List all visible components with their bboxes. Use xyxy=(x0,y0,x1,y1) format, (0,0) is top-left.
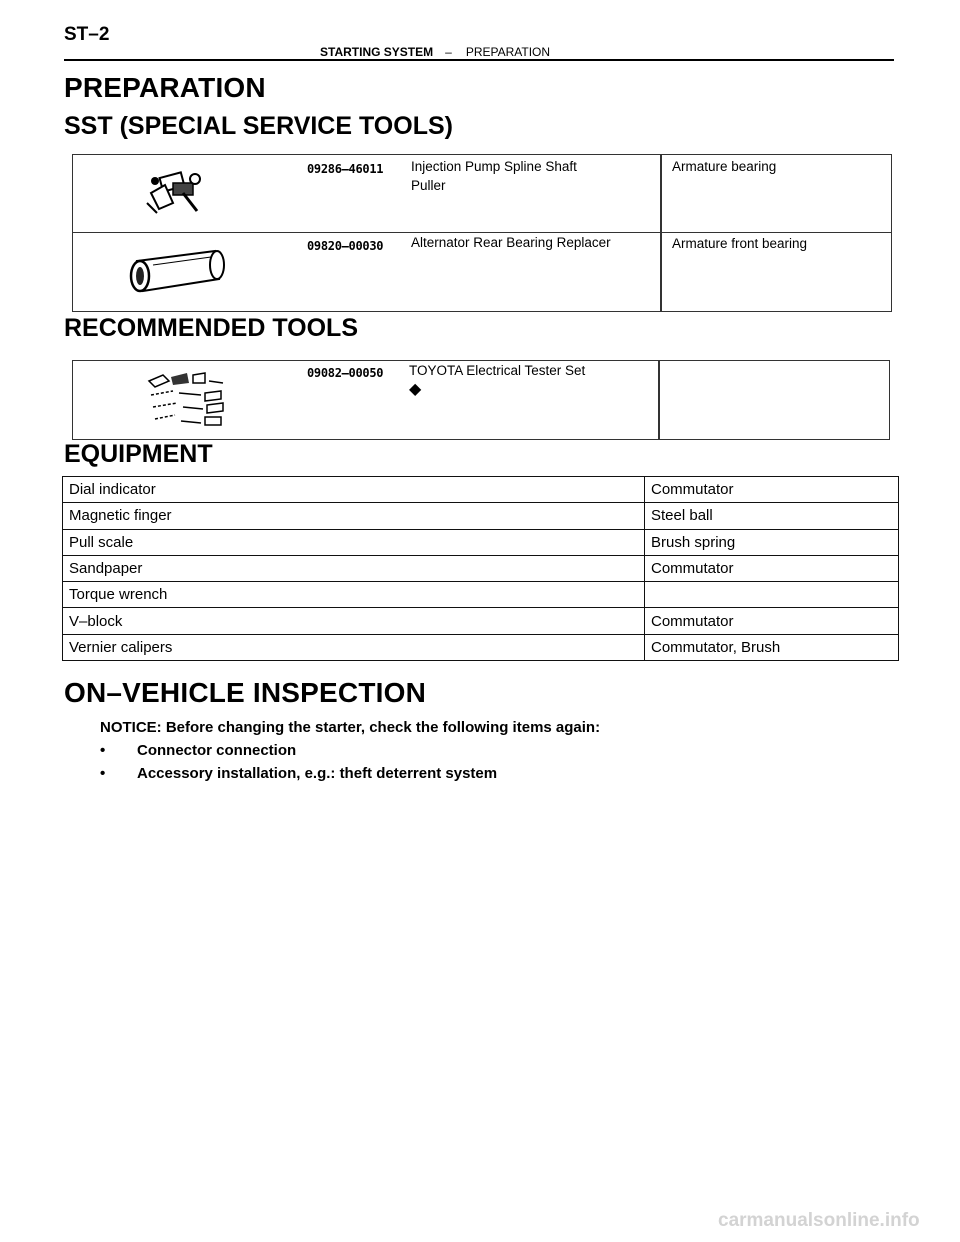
bullet-item xyxy=(100,765,497,782)
header-separator: – xyxy=(445,45,452,59)
bearing-replacer-tube-icon xyxy=(123,245,233,297)
sst-tool-name-line1: Alternator Rear Bearing Replacer xyxy=(411,235,611,250)
sst-tool-name-line1: Injection Pump Spline Shaft xyxy=(411,159,577,174)
page-title: PREPARATION xyxy=(64,72,266,103)
sst-row xyxy=(73,233,891,311)
sst-table xyxy=(72,154,892,312)
header-rule xyxy=(64,59,894,61)
equipment-item: Torque wrench xyxy=(63,582,645,608)
equipment-row xyxy=(63,555,899,581)
recommended-tool-name-line1: TOYOTA Electrical Tester Set xyxy=(409,363,586,378)
equipment-use: Steel ball xyxy=(645,503,899,529)
sst-part-number: 09820–00030 xyxy=(307,239,384,253)
recommended-part-number: 09082–00050 xyxy=(307,366,384,380)
equipment-use: Commutator xyxy=(645,608,899,634)
sst-tool-use: Armature bearing xyxy=(672,159,777,174)
sst-tool-name xyxy=(411,157,577,195)
equipment-use: Brush spring xyxy=(645,529,899,555)
equipment-row xyxy=(63,634,899,660)
bullet-text: Connector connection xyxy=(137,742,297,759)
inspection-heading: ON–VEHICLE INSPECTION xyxy=(64,677,427,708)
equipment-heading: EQUIPMENT xyxy=(64,440,213,468)
subsection-name: PREPARATION xyxy=(465,45,551,59)
section-name: STARTING SYSTEM xyxy=(320,45,434,59)
equipment-item: Magnetic finger xyxy=(63,503,645,529)
equipment-table xyxy=(62,476,899,661)
tester-set-icon xyxy=(143,369,227,429)
page-id: ST–2 xyxy=(64,24,110,45)
running-header xyxy=(320,45,550,59)
bullet-dot: • xyxy=(100,765,106,782)
bullet-dot: • xyxy=(100,742,106,759)
equipment-row xyxy=(63,477,899,503)
sst-part-number: 09286–46011 xyxy=(307,162,384,176)
watermark: carmanualsonline.info xyxy=(718,1210,920,1231)
recommended-table xyxy=(72,360,890,440)
bullet-text: Accessory installation, e.g.: theft deterrent system xyxy=(137,765,498,782)
diamond-marker: ◆ xyxy=(409,381,422,398)
notice-text: NOTICE: Before changing the starter, check the following items again: xyxy=(100,719,601,736)
equipment-use: Commutator, Brush xyxy=(645,634,899,660)
sst-tool-use: Armature front bearing xyxy=(672,236,808,251)
equipment-item: Sandpaper xyxy=(63,555,645,581)
equipment-use xyxy=(645,582,899,608)
sst-tool-name xyxy=(411,233,611,252)
equipment-row xyxy=(63,608,899,634)
sst-row xyxy=(73,155,891,233)
equipment-row xyxy=(63,503,899,529)
equipment-use: Commutator xyxy=(645,555,899,581)
equipment-item: Pull scale xyxy=(63,529,645,555)
recommended-heading: RECOMMENDED TOOLS xyxy=(64,314,358,342)
bullet-item xyxy=(100,742,296,759)
recommended-row xyxy=(73,361,889,439)
sst-tool-name-line2: Puller xyxy=(411,178,446,193)
equipment-item: V–block xyxy=(63,608,645,634)
equipment-item: Vernier calipers xyxy=(63,634,645,660)
equipment-item: Dial indicator xyxy=(63,477,645,503)
puller-tool-icon xyxy=(143,163,213,221)
equipment-row xyxy=(63,582,899,608)
sst-heading: SST (SPECIAL SERVICE TOOLS) xyxy=(64,112,453,140)
recommended-tool-name xyxy=(409,361,585,399)
equipment-row xyxy=(63,529,899,555)
equipment-use: Commutator xyxy=(645,477,899,503)
